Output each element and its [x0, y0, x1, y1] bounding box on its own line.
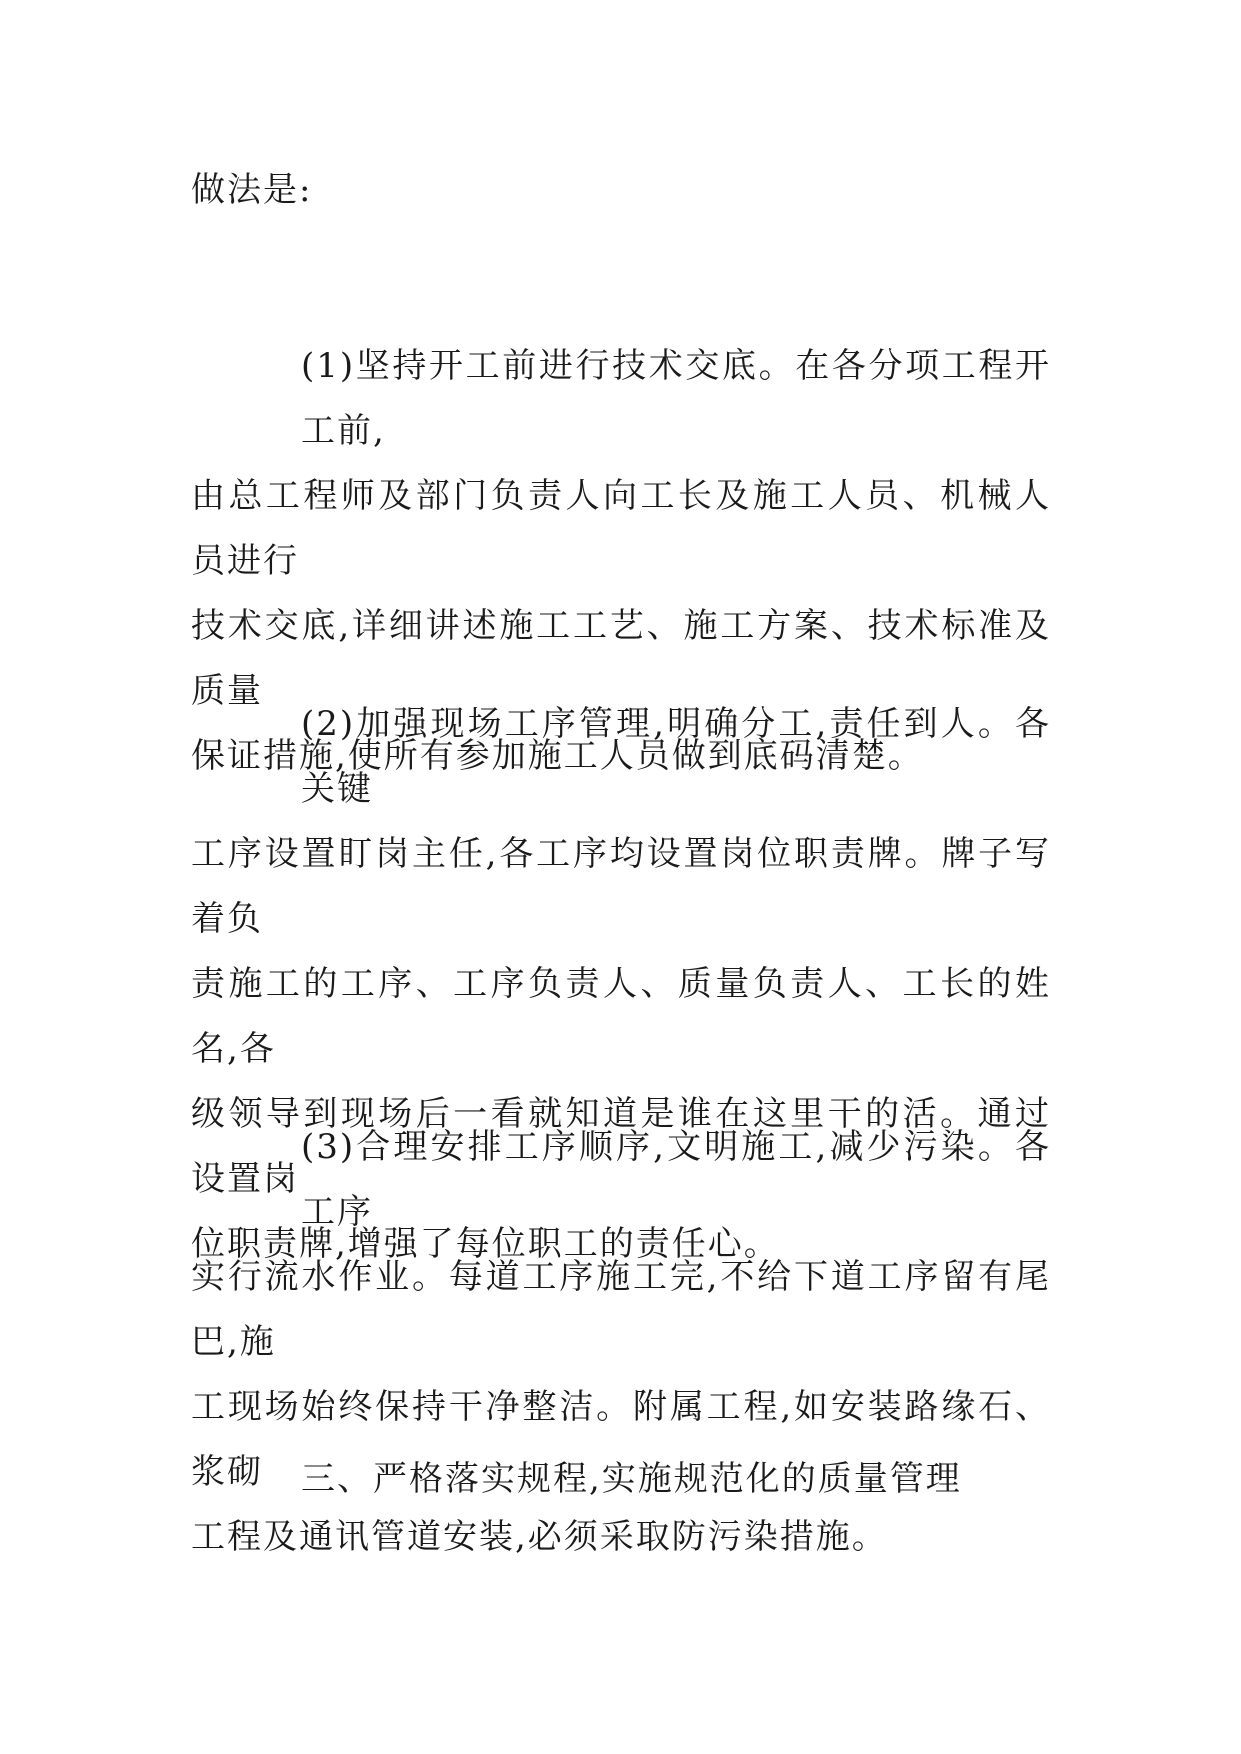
text-line: 三、严格落实规程,实施规范化的质量管理 — [301, 1459, 962, 1499]
text-line: 工序设置盯岗主任,各工序均设置岗位职责牌。牌子写着负 — [191, 834, 1051, 939]
text-line: 责施工的工序、工序负责人、质量负责人、工长的姓名,各 — [191, 964, 1051, 1069]
text-line: 工程及通讯管道安装,必须采取防污染措施。 — [191, 1517, 888, 1557]
text-line: 技术交底,详细讲述施工工艺、施工方案、技术标准及质量 — [191, 606, 1051, 711]
text-line: 位职责牌,增强了每位职工的责任心。 — [191, 1224, 780, 1264]
text-line: (2)加强现场工序管理,明确分工,责任到人。各关键 — [301, 704, 1051, 809]
text-line: 保证措施,使所有参加施工人员做到底码清楚。 — [191, 736, 924, 776]
text-line: 工现场始终保持干净整洁。附属工程,如安装路缘石、浆砌 — [191, 1387, 1051, 1492]
text-line: 实行流水作业。每道工序施工完,不给下道工序留有尾巴,施 — [191, 1257, 1051, 1362]
text-line: 级领导到现场后一看就知道是谁在这里干的活。通过设置岗 — [191, 1094, 1051, 1199]
text-line: (1)坚持开工前进行技术交底。在各分项工程开工前, — [301, 346, 1051, 451]
text-line: 由总工程师及部门负责人向工长及施工人员、机械人员进行 — [191, 476, 1051, 581]
section-heading — [191, 1447, 1051, 1512]
text-line: (3)合理安排工序顺序,文明施工,减少污染。各工序 — [301, 1127, 1051, 1232]
text-line: 做法是: — [191, 170, 313, 210]
paragraph-intro — [191, 158, 1051, 223]
